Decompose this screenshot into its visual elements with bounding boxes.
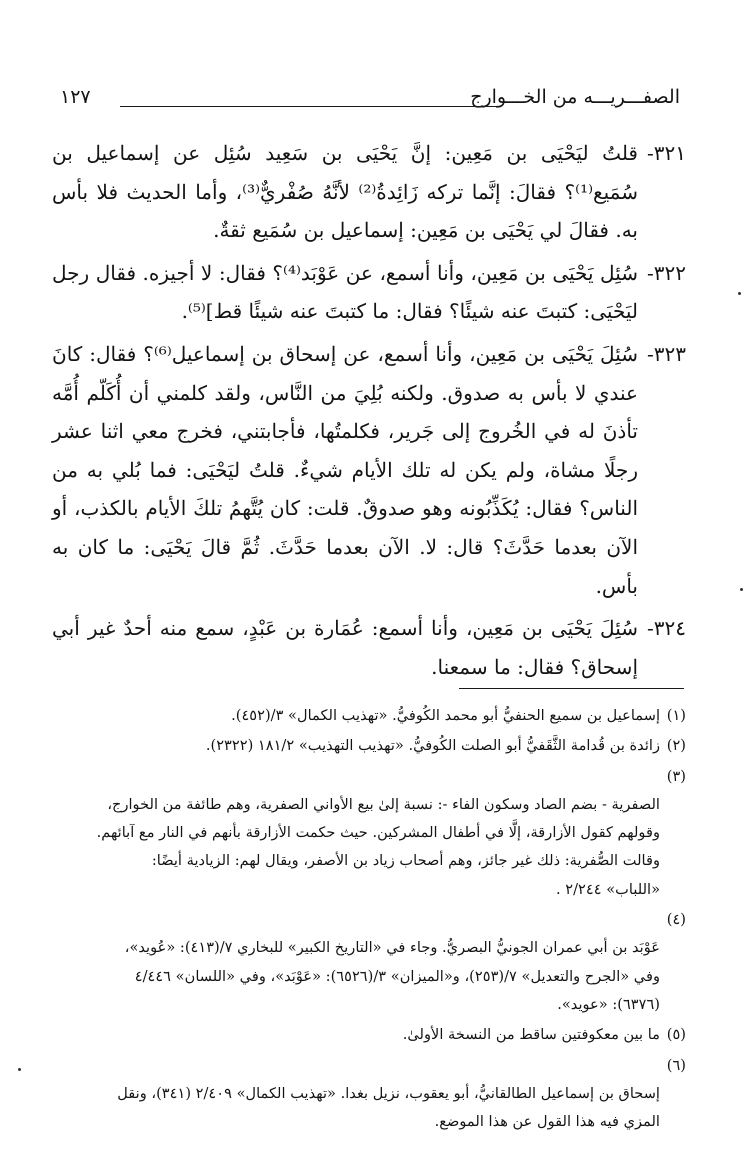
footnote-line: «اللباب» ٢/٢٤٤ .	[556, 880, 660, 898]
entry-number: ٣٢٢-	[647, 260, 686, 285]
footnote-text: زائدة بن قُدامة الثَّقَفيُّ أبو الصلت الكُوفيُّ. «تهذيب التهذيب» ١٨١/٢ (٢٣٢٢).	[205, 737, 660, 755]
entry-321	[52, 134, 686, 250]
running-title: الصفـــريـــه من الخـــوارج	[470, 86, 680, 108]
entry-323	[52, 335, 686, 605]
footnote-line: المزي فيه هذا القول عن هذا الموضع.	[434, 1113, 660, 1131]
footnote-number: (٥)	[666, 1026, 686, 1044]
footnote-line: وقولهم كقول الأزارقة، إلَّا في أطفال المشركين. حيث حكمت الأزارقة بأنهم في النار مع آبائهم.	[96, 824, 660, 842]
scan-speck	[740, 588, 743, 591]
footnote-number: (٣)	[666, 767, 686, 785]
entry-text: سُئِلَ يَحْيَى بن مَعِين، وأنا أسمع: عُمَارة بن عَبْدٍ، سمع منه أحدٌ غير أبي إسحاق؟ فقال: ما سمعنا.	[52, 616, 638, 679]
header-rule	[120, 106, 500, 107]
entry-text: قلتُ ليَحْيَى بن مَعِين: إنَّ يَحْيَى بن سَعِيد سُئِل عن إسماعيل بن سُمَيع⁽¹⁾؟ فقالَ: إنَّما تركه زَائِدةُ⁽²⁾ لأنَّهُ صُفْريٌّ⁽³⁾، وأما الحديث فلا بأس به. فقالَ لي يَحْيَى بن مَعِين: إسماعيل بن سُمَيع ثقةٌ.	[52, 141, 639, 243]
footnote-1	[44, 702, 686, 730]
footnote-number: (٦)	[666, 1056, 686, 1074]
footnote-separator	[459, 688, 684, 689]
footnote-number: (٢)	[666, 737, 686, 755]
footnote-line: وفي «الجرح والتعديل» ٧/(٢٥٣)، و«الميزان» ٣/(٦٥٢٦): «عَوْبَد»، وفي «اللسان» ٤/٤٤٦	[134, 967, 660, 985]
footnote-5	[44, 1021, 686, 1049]
footnotes	[44, 702, 686, 1138]
main-text	[52, 134, 686, 690]
footnote-2	[44, 732, 686, 760]
footnote-line: الصفرية - بضم الصاد وسكون الفاء -: نسبة إلىٰ بيع الأواني الصفرية، وهم طائفة من الخوارج،	[107, 795, 660, 813]
running-head	[60, 86, 680, 120]
scan-speck	[18, 1068, 21, 1071]
footnote-line: وقالت الصُّفرية: ذلك غير جائز، وهم أصحاب زياد بن الأصفر، ويقال لهم: الزيادية أيضًا:	[151, 852, 660, 870]
footnote-number: (١)	[666, 707, 686, 724]
footnote-text: إسماعيل بن سميع الحنفيُّ أبو محمد الكُوفيُّ. «تهذيب الكمال» ٣/(٤٥٢).	[231, 707, 660, 724]
footnote-3	[44, 763, 686, 904]
scan-speck	[738, 292, 741, 295]
footnote-4	[44, 906, 686, 1019]
footnote-6	[44, 1052, 686, 1137]
entry-number: ٣٢٤-	[647, 616, 686, 641]
footnote-line: إسحاق بن إسماعيل الطالقانيُّ، أبو يعقوب، نزيل بغدا. «تهذيب الكمال» ٢/٤٠٩ (٣٤١)، ونقل	[117, 1084, 660, 1102]
entry-text: سُئِل يَحْيَى بن مَعِين، وأنا أسمع، عن عَوْبَد⁽⁴⁾؟ فقال: لا أجيزه. فقال رجل ليَحْيَى: كتبتَ عنه شيئًا؟ فقال: ما كتبتَ عنه شيئًا قط]⁽⁵⁾.	[52, 260, 638, 324]
footnote-number: (٤)	[666, 911, 686, 929]
footnote-text: ما بين معكوفتين ساقط من النسخة الأولىٰ.	[402, 1026, 660, 1044]
entry-324	[52, 609, 686, 686]
footnote-line: عَوْبَد بن أبي عمران الجونيُّ البصريُّ. وجاء في «التاريخ الكبير» للبخاري ٧/(٤١٣): «عُويد»،	[124, 939, 660, 957]
page-number: ١٢٧	[60, 86, 91, 108]
entry-text: سُئِلَ يَحْيَى بن مَعِين، وأنا أسمع، عن إسحاق بن إسماعيل⁽⁶⁾؟ فقال: كانَ عندي لا بأس به صدوق. ولكنه بُلِيَ من النَّاس، ولقد كلمني أن أُكَلّم أُمَّه تأذنَ له في الخُروج إلى جَرير، فكلمتُها، فأجابتني، فخرج معي اثنا عشر رجلًا مشاة، ولم يكن له تلك الأيام شيءٌ. قلتُ ليَحْيَى: فما بُلي به من الناس؟ فقال: يُكَذِّبُونه وهو صدوقٌ. قلت: كان يُتَّهمُ تلكَ الأيام بالكذب، أو الآن بعدما حَدَّثَ؟ قال: لا. الآن بعدما حَدَّثَ. ثُمَّ قالَ يَحْيَى: ما كان به بأس.	[52, 341, 638, 598]
footnote-line: (٦٣٧٦): «عويد».	[557, 995, 660, 1013]
entry-number: ٣٢١-	[647, 141, 686, 165]
entry-number: ٣٢٣-	[647, 341, 686, 366]
entry-322	[52, 254, 686, 331]
